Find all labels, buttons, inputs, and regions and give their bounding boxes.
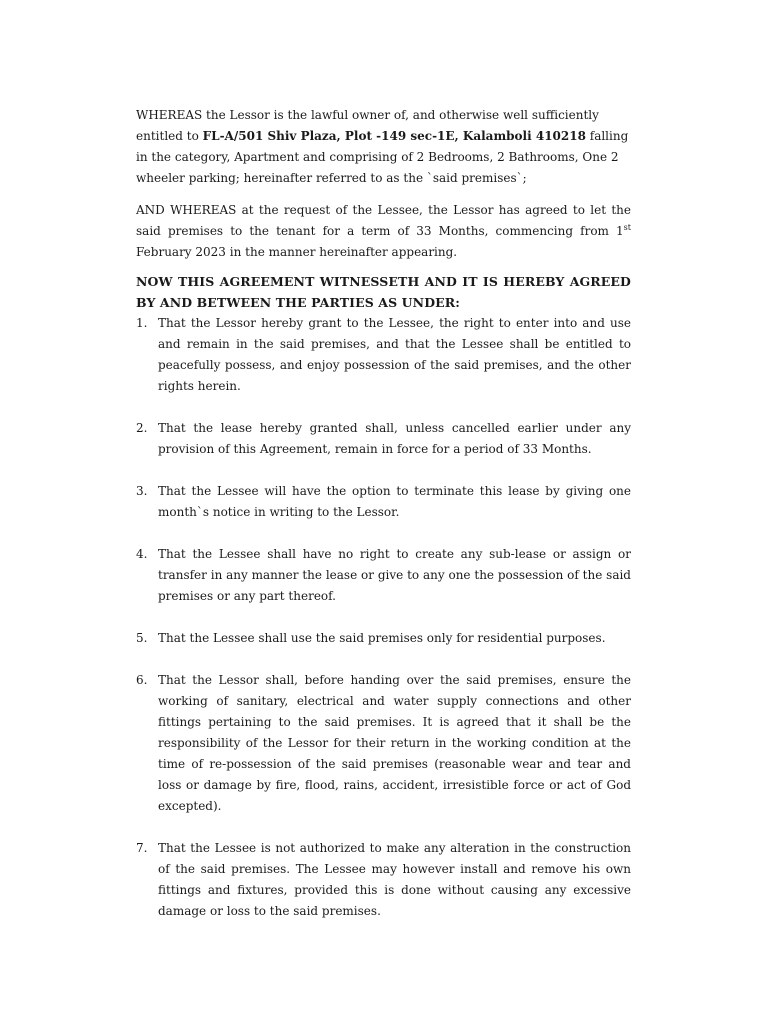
property-address: FL-A/501 Shiv Plaza, Plot -149 sec-1E, Kalamboli 410218 [202, 129, 586, 143]
whereas-1-text-end: falling in the category, Apartment and comprising of 2 Bedrooms, 2 Bathrooms, One 2 wheeler parking; hereinafter referred to as the `said premises`; [136, 129, 629, 185]
clause-item [136, 481, 631, 523]
clause-number: 3. [136, 484, 148, 498]
clause-text: That the Lessee shall have no right to create any sub-lease or assign or transfer in any manner the lease or give to any one the possession of the said premises or any part thereof. [158, 547, 631, 603]
clause-text: That the Lessor hereby grant to the Lessee, the right to enter into and use and remain in the said premises, and that the Lessee shall be entitled to peacefully possess, and enjoy possession of the said premises, and the other rights herein. [158, 316, 631, 393]
clause-number: 4. [136, 547, 148, 561]
clause-text: That the Lessee shall use the said premises only for residential purposes. [158, 631, 606, 645]
clause-item [136, 838, 631, 922]
clause-number: 5. [136, 631, 148, 645]
clause-item [136, 544, 631, 607]
clause-text: That the lease hereby granted shall, unless cancelled earlier under any provision of this Agreement, remain in force for a period of 33 Months. [158, 421, 631, 456]
clause-number: 1. [136, 316, 148, 330]
clause-item [136, 418, 631, 460]
clause-number: 7. [136, 841, 148, 855]
whereas-paragraph-2 [136, 200, 631, 263]
whereas-paragraph-1 [136, 105, 631, 189]
clause-item [136, 628, 631, 649]
clause-text: That the Lessor shall, before handing over the said premises, ensure the working of sanitary, electrical and water supply connections and other fittings pertaining to the said premises. It is agreed that it shall be the responsibility of the Lessor for their return in the working condition at the time of re-possession of the said premises (reasonable wear and tear and loss or damage by fire, flood, rains, accident, irresistible force or act of God excepted). [158, 673, 631, 813]
clause-item [136, 313, 631, 397]
ordinal-suffix: st [623, 223, 631, 232]
clause-text: That the Lessee is not authorized to make any alteration in the construction of the said premises. The Lessee may however install and remove his own fittings and fixtures, provided this is done without causing any excessive damage or loss to the said premises. [158, 841, 631, 918]
whereas-2-text-start: AND WHEREAS at the request of the Lessee, the Lessor has agreed to let the said premises to the tenant for a term of 33 Months, commencing from 1 [136, 203, 631, 238]
clause-list [136, 313, 631, 922]
agreement-heading: NOW THIS AGREEMENT WITNESSETH AND IT IS HEREBY AGREED BY AND BETWEEN THE PARTIES AS UNDER: [136, 274, 631, 310]
whereas-2-text-end: February 2023 in the manner hereinafter appearing. [136, 245, 458, 259]
document-body [136, 105, 631, 922]
clause-number: 2. [136, 421, 148, 435]
clause-item [136, 670, 631, 817]
clause-text: That the Lessee will have the option to terminate this lease by giving one month`s notice in writing to the Lessor. [158, 484, 631, 519]
clause-number: 6. [136, 673, 148, 687]
whereas-1-text-start: WHEREAS the Lessor is the lawful owner of, and otherwise well sufficiently entitled to [136, 108, 599, 143]
